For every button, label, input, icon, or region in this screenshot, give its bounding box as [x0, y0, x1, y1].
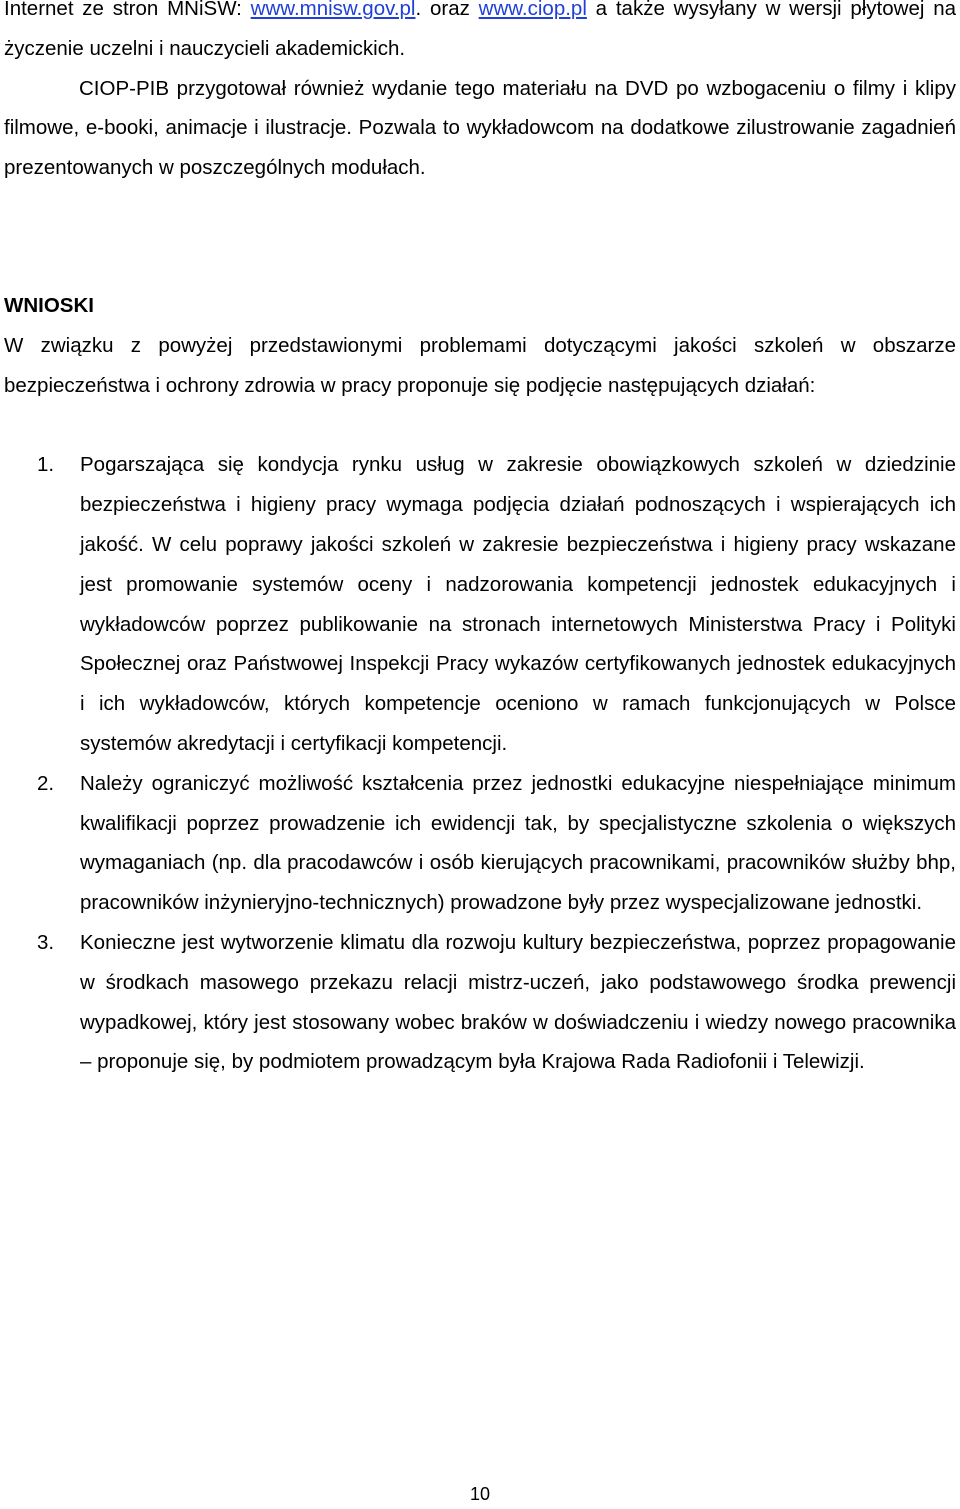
list-item-text: Konieczne jest wytworzenie klimatu dla rozwoju kultury bezpieczeństwa, poprzez propagowanie w środkach masowego przekazu relacji mistrz-uczeń, jako podstawowego środka prewencji wypadkowej, który jest stosowany wobec braków w doświadczeniu i wiedzy nowego pracownika – proponuje się, by podmiotem prowadzącym była Krajowa Rada Radiofonii i Telewizji.: [80, 930, 956, 1074]
document-page: [4, 0, 956, 1082]
conclusions-lead: W związku z powyżej przedstawionymi problemami dotyczącymi jakości szkoleń w obszarze bezpieczeństwa i ochrony zdrowia w pracy proponuje się podjęcie następujących działań:: [4, 333, 956, 397]
list-item: [4, 923, 956, 1082]
list-item-text: Pogarszająca się kondycja rynku usług w zakresie obowiązkowych szkoleń w dziedzinie bezpieczeństwa i higieny pracy wymaga podjęcia działań podnoszących i wspierających ich jakość. W celu poprawy jakości szkoleń w zakresie bezpieczeństwa i higieny pracy wskazane jest promowanie systemów oceny i nadzorowania kompetencji jednostek edukacyjnych i wykładowców poprzez publikowanie na stronach internetowych Ministerstwa Pracy i Polityki Społecznej oraz Państwowej Inspekcji Pracy wykazów certyfikowanych jednostek edukacyjnych i ich wykładowców, których kompetencje oceniono w ramach funkcjonujących w Polsce systemów akredytacji i certyfikacji kompetencji.: [80, 453, 956, 755]
link-ciop[interactable]: www.ciop.pl: [478, 0, 587, 20]
intro-text-end: a także wysyłany w wersji płytowej na życzenie uczelni i nauczycieli akademickich.: [4, 0, 957, 60]
list-item-number: 1.: [37, 453, 55, 477]
list-item-number: 2.: [37, 771, 55, 795]
list-item: [4, 764, 956, 923]
conclusions-list: [4, 445, 956, 1082]
list-item-text: Należy ograniczyć możliwość kształcenia przez jednostki edukacyjne niespełniające minimum kwalifikacji poprzez prowadzenie ich ewidencji tak, by specjalistyczne szkolenia o większych wymaganiach (np. dla pracodawców i osób kierujących pracownikami, pracowników służby bhp, pracowników inżynieryjno-technicznych) prowadzone były przez wyspecjalizowane jednostki.: [80, 771, 956, 915]
intro-paragraph-1: [4, 0, 956, 69]
intro-paragraph-2: CIOP-PIB przygotował również wydanie tego materiału na DVD po wzbogaceniu o filmy i klipy filmowe, e-booki, animacje i ilustracje. Pozwala to wykładowcom na dodatkowe zilustrowanie zagadnień prezentowanych w poszczególnych modułach.: [4, 76, 956, 180]
link-mnisw[interactable]: www.mnisw.gov.pl: [250, 0, 416, 20]
spacer: [4, 188, 956, 286]
intro-text-start: Internet ze stron MNiSW:: [4, 0, 251, 20]
spacer: [4, 405, 956, 445]
page-number: 10: [469, 1484, 491, 1504]
list-item-number: 3.: [37, 930, 55, 954]
intro-text-mid: . oraz: [415, 0, 479, 20]
list-item: [4, 445, 956, 763]
section-heading: WNIOSKI: [4, 293, 94, 317]
